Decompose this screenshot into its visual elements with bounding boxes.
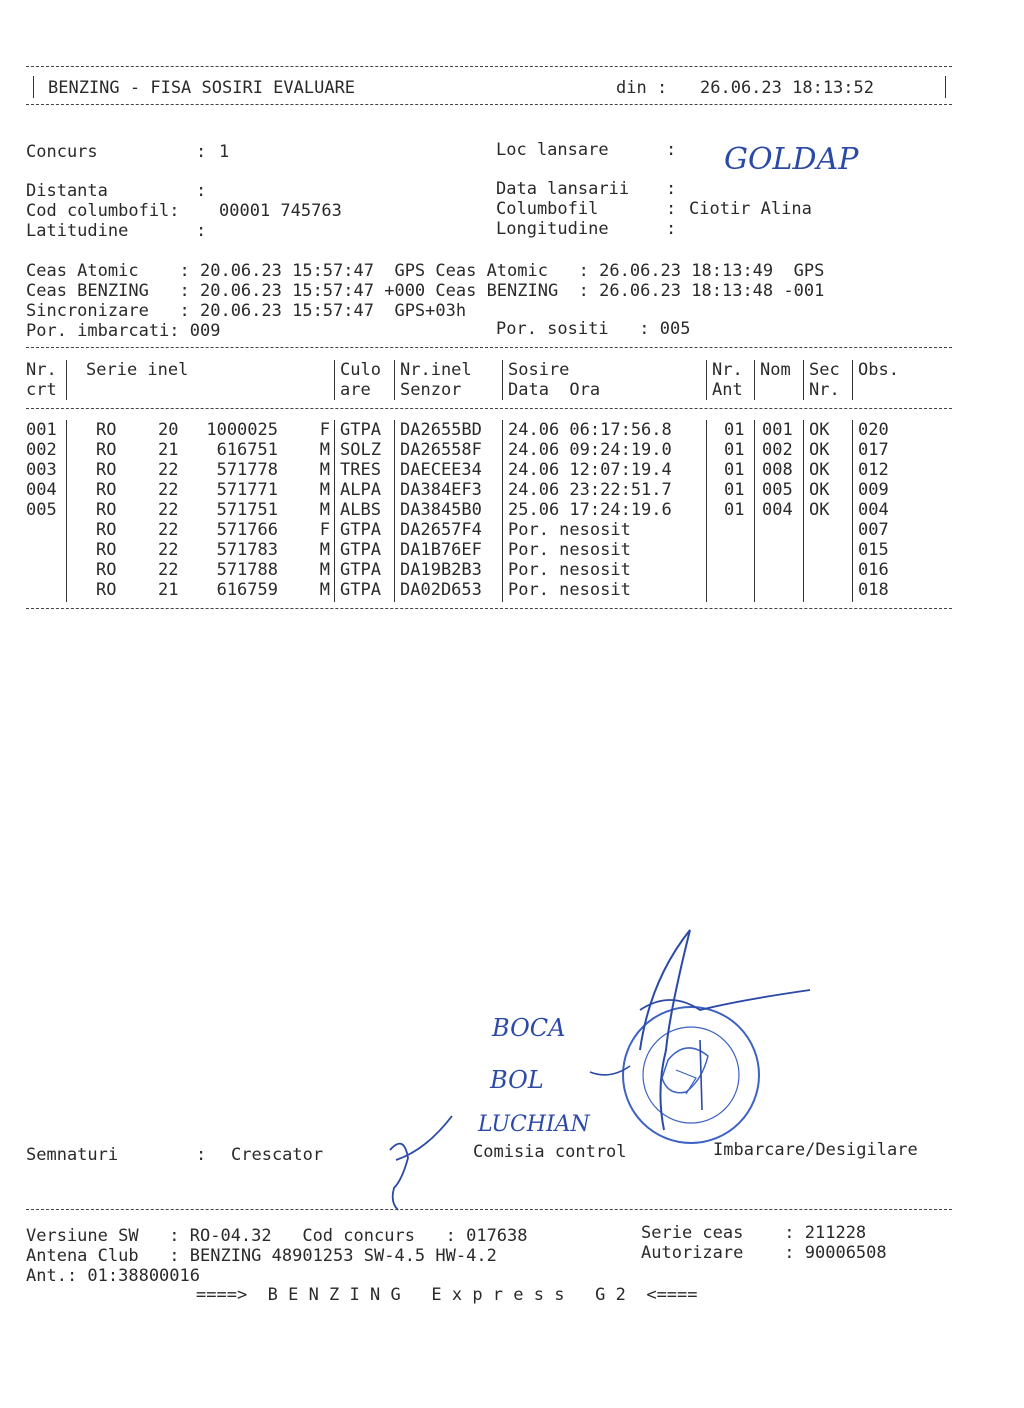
cell-sosire: Por. nesosit	[508, 560, 631, 580]
cell-tara: RO	[96, 560, 117, 580]
cell-sosire: 24.06 12:07:19.4	[508, 460, 672, 480]
footer-autorizare: Autorizare : 90006508	[641, 1243, 887, 1263]
handwritten-name-2: BOL	[490, 1066, 544, 1094]
cell-senzor: DA26558F	[400, 440, 482, 460]
concurs-label: Concurs	[26, 142, 98, 162]
cell-culoare: GTPA	[340, 520, 381, 540]
cell-obs: 017	[858, 440, 889, 460]
cell-crt: 001	[26, 420, 57, 440]
cell-an: 22	[158, 500, 179, 520]
cell-obs: 009	[858, 480, 889, 500]
cell-ant: 01	[724, 420, 745, 440]
cell-sex: F	[319, 420, 330, 440]
cell-inel: 616759	[216, 580, 278, 600]
cell-obs: 015	[858, 540, 889, 560]
cell-culoare: ALPA	[340, 480, 381, 500]
header-sec: Sec	[809, 360, 840, 380]
header-nr: Nr.	[26, 360, 57, 380]
cell-an: 22	[158, 480, 179, 500]
cell-nom: 008	[762, 460, 793, 480]
cell-an: 21	[158, 440, 179, 460]
cell-inel: 571771	[216, 480, 278, 500]
cell-tara: RO	[96, 520, 117, 540]
cell-culoare: GTPA	[340, 560, 381, 580]
cell-sosire: 25.06 17:24:19.6	[508, 500, 672, 520]
cell-ant: 01	[724, 460, 745, 480]
cell-crt: 004	[26, 480, 57, 500]
distanta-label: Distanta	[26, 181, 108, 201]
date-label: din :	[616, 78, 668, 98]
cell-senzor: DA1B76EF	[400, 540, 482, 560]
cell-sosire: Por. nesosit	[508, 580, 631, 600]
signature-scribble-2	[640, 990, 810, 1010]
header-sec-nr: Nr.	[809, 380, 840, 400]
footer-banner: ====> B E N Z I N G E x p r e s s G 2 <====	[196, 1285, 698, 1305]
footer-versiune: Versiune SW : RO-04.32 Cod concurs : 017638	[26, 1226, 528, 1246]
cell-sosire: Por. nesosit	[508, 520, 631, 540]
latitudine-colon: :	[196, 221, 207, 241]
concurs-colon: :	[196, 142, 207, 162]
cell-nom: 005	[762, 480, 793, 500]
cell-an: 22	[158, 520, 179, 540]
cell-senzor: DAECEE34	[400, 460, 482, 480]
header-ant: Ant	[712, 380, 743, 400]
cell-ant: 01	[724, 500, 745, 520]
semnaturi-colon: :	[196, 1145, 207, 1165]
header-culo: Culo	[340, 360, 381, 380]
cell-an: 22	[158, 560, 179, 580]
latitudine-label: Latitudine	[26, 221, 129, 241]
header-sosire: Sosire	[508, 360, 570, 380]
cell-culoare: SOLZ	[340, 440, 381, 460]
cell-inel: 616751	[216, 440, 278, 460]
cell-senzor: DA2657F4	[400, 520, 482, 540]
cell-culoare: GTPA	[340, 540, 381, 560]
cell-tara: RO	[96, 460, 117, 480]
cell-inel: 571751	[216, 500, 278, 520]
cell-sex: F	[319, 520, 330, 540]
cell-crt: 003	[26, 460, 57, 480]
cell-an: 22	[158, 460, 179, 480]
cell-sex: M	[319, 540, 330, 560]
cell-inel: 571783	[216, 540, 278, 560]
date-value: 26.06.23 18:13:52	[700, 78, 874, 98]
columbofil-value: Ciotir Alina	[689, 199, 812, 219]
header-nom: Nom	[760, 360, 791, 380]
cell-nom: 004	[762, 500, 793, 520]
cell-obs: 007	[858, 520, 889, 540]
cell-tara: RO	[96, 500, 117, 520]
cell-tara: RO	[96, 580, 117, 600]
cell-senzor: DA384EF3	[400, 480, 482, 500]
longitudine-label: Longitudine	[496, 219, 609, 239]
cell-tara: RO	[96, 480, 117, 500]
cell-sec: OK	[809, 440, 830, 460]
cell-sosire: 24.06 23:22:51.7	[508, 480, 672, 500]
footer-serie-ceas: Serie ceas : 211228	[641, 1223, 867, 1243]
signature-scribble-3	[590, 1040, 702, 1110]
cell-an: 20	[158, 420, 179, 440]
loc-colon: :	[666, 140, 677, 160]
footer-antena: Antena Club : BENZING 48901253 SW-4.5 HW-4.2	[26, 1246, 497, 1266]
loc-handwritten: GOLDAP	[724, 142, 859, 177]
cell-senzor: DA02D653	[400, 580, 482, 600]
cell-sec: OK	[809, 480, 830, 500]
header-are: are	[340, 380, 371, 400]
cell-tara: RO	[96, 440, 117, 460]
footer-divider	[26, 1209, 952, 1210]
cell-culoare: GTPA	[340, 580, 381, 600]
cell-crt: 002	[26, 440, 57, 460]
crescator-label: Crescator	[231, 1145, 324, 1165]
cell-ant: 01	[724, 480, 745, 500]
cod-label: Cod columbofil:	[26, 201, 180, 221]
cell-an: 22	[158, 540, 179, 560]
cell-senzor: DA2655BD	[400, 420, 482, 440]
imbarcare-label: Imbarcare/Desigilare	[713, 1140, 918, 1160]
clock-row-1: Ceas Atomic : 20.06.23 15:57:47 GPS Ceas Atomic : 26.06.23 18:13:49 GPS	[26, 261, 825, 281]
data-lansarii-colon: :	[666, 179, 677, 199]
cod-value: 00001 745763	[219, 201, 342, 221]
cell-culoare: TRES	[340, 460, 381, 480]
cell-sec: OK	[809, 500, 830, 520]
cell-inel: 1000025	[206, 420, 278, 440]
header-obs: Obs.	[858, 360, 899, 380]
cell-sex: M	[319, 460, 330, 480]
distanta-colon: :	[196, 181, 207, 201]
cell-sosire: Por. nesosit	[508, 540, 631, 560]
cell-tara: RO	[96, 420, 117, 440]
cell-obs: 016	[858, 560, 889, 580]
cell-crt: 005	[26, 500, 57, 520]
cell-sex: M	[319, 440, 330, 460]
cell-obs: 018	[858, 580, 889, 600]
cell-ant: 01	[724, 440, 745, 460]
header-serie: Serie inel	[86, 360, 189, 380]
comisia-label: Comisia control	[473, 1142, 627, 1162]
cell-nom: 002	[762, 440, 793, 460]
cell-sosire: 24.06 06:17:56.8	[508, 420, 672, 440]
cell-sex: M	[319, 560, 330, 580]
columbofil-label: Columbofil	[496, 199, 599, 219]
cell-obs: 020	[858, 420, 889, 440]
cell-sex: M	[319, 500, 330, 520]
cell-tara: RO	[96, 540, 117, 560]
footer-ant: Ant.: 01:38800016	[26, 1266, 200, 1286]
cell-senzor: DA19B2B3	[400, 560, 482, 580]
crescator-signature	[390, 1116, 452, 1210]
header-nr-ant: Nr.	[712, 360, 743, 380]
imbarcati-count: Por. imbarcati: 009	[26, 321, 221, 341]
cell-culoare: ALBS	[340, 500, 381, 520]
cell-sex: M	[319, 480, 330, 500]
cell-culoare: GTPA	[340, 420, 381, 440]
sositi-count: Por. sositi : 005	[496, 319, 691, 339]
clock-row-2: Ceas BENZING : 20.06.23 15:57:47 +000 Ceas BENZING : 26.06.23 18:13:48 -001	[26, 281, 825, 301]
header-senzor: Senzor	[400, 380, 462, 400]
clock-row-3: Sincronizare : 20.06.23 15:57:47 GPS+03h	[26, 301, 467, 321]
cell-obs: 004	[858, 500, 889, 520]
cell-senzor: DA3845B0	[400, 500, 482, 520]
header-crt: crt	[26, 380, 57, 400]
cell-sec: OK	[809, 420, 830, 440]
cell-inel: 571766	[216, 520, 278, 540]
loc-label: Loc lansare	[496, 140, 609, 160]
signature-scribble-1	[640, 930, 690, 1130]
columbofil-colon: :	[666, 199, 677, 219]
cell-an: 21	[158, 580, 179, 600]
cell-inel: 571778	[216, 460, 278, 480]
longitudine-colon: :	[666, 219, 677, 239]
page-title: BENZING - FISA SOSIRI EVALUARE	[48, 78, 356, 98]
cell-sex: M	[319, 580, 330, 600]
semnaturi-label: Semnaturi	[26, 1145, 119, 1165]
header-data-ora: Data Ora	[508, 380, 601, 400]
handwritten-name-1: BOCA	[492, 1014, 566, 1042]
cell-obs: 012	[858, 460, 889, 480]
data-lansarii-label: Data lansarii	[496, 179, 630, 199]
cell-inel: 571788	[216, 560, 278, 580]
handwritten-name-3: LUCHIAN	[478, 1112, 590, 1137]
concurs-value: 1	[219, 142, 230, 162]
cell-sec: OK	[809, 460, 830, 480]
cell-nom: 001	[762, 420, 793, 440]
cell-sosire: 24.06 09:24:19.0	[508, 440, 672, 460]
header-nrinel: Nr.inel	[400, 360, 472, 380]
